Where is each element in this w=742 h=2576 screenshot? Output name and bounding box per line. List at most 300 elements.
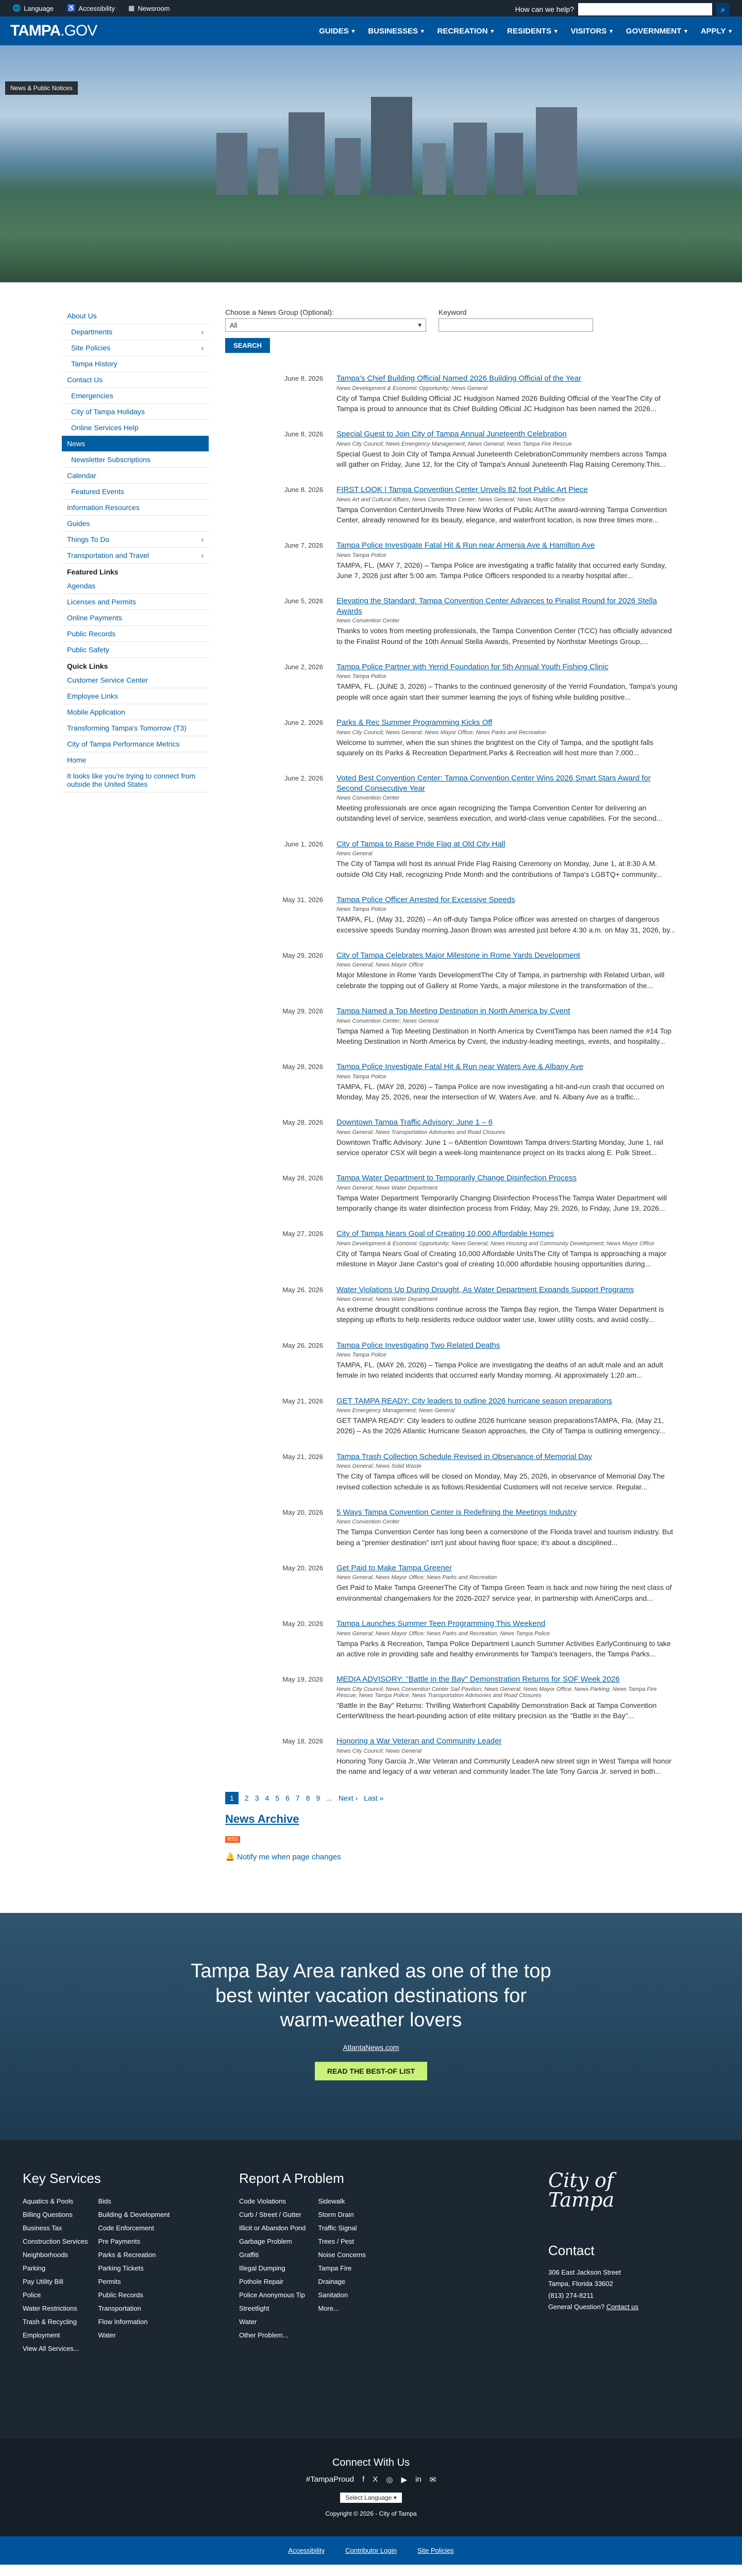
news-item: [225, 540, 679, 581]
news-title-link[interactable]: Elevating the Standard: Tampa Convention Center Advances to Pinalist Round for 2026 Stella Awards: [336, 597, 657, 616]
news-summary: Tampa Named a Top Meeting Destination in North America by CventTampa has been named the #14 Top Meeting Destination in North America by Cvent, the industry-leading meetings, events, and hospitality...: [336, 1026, 672, 1045]
news-body: [336, 485, 679, 525]
page-link[interactable]: 5: [275, 1794, 279, 1803]
report-problem-link[interactable]: Water: [239, 2318, 257, 2326]
news-item: [225, 773, 679, 824]
news-categories: News General: [336, 851, 373, 857]
chevron-right-icon: ›: [201, 328, 204, 336]
news-categories: News General; News Water Department: [336, 1184, 438, 1191]
news-title-link[interactable]: City of Tampa Celebrates Major Milestone in Rome Yards Development: [336, 951, 580, 960]
pagination: [225, 1792, 679, 1804]
news-categories: News General; News Mayor Office: [336, 962, 424, 969]
news-title-link[interactable]: Tampa Police Investigating Two Related Deaths: [336, 1341, 500, 1350]
news-categories: News General; News Transportation Advisories and Road Closures: [336, 1129, 505, 1136]
linkedin-icon[interactable]: in: [415, 2475, 421, 2484]
news-body: [336, 1229, 679, 1269]
next-page-link[interactable]: Next ›: [338, 1794, 358, 1803]
news-item: [225, 1674, 679, 1721]
news-date: May 21, 2026: [282, 1452, 323, 1461]
keyword-input[interactable]: [439, 318, 593, 332]
address-line: Tampa, Florida 33602: [548, 2280, 613, 2288]
news-summary: The City of Tampa will host its annual Pride Flag Raising Ceremony on Monday, June 1, at 8:30 A.M. outside Old City Hall, recognizing Pride Month and the contributions of Tampa's LGBTQ+ community...: [336, 859, 663, 878]
newsroom-link[interactable]: ▦ Newsroom: [128, 4, 170, 12]
news-body: [336, 951, 679, 991]
connect-title: Connect With Us: [332, 2457, 410, 2469]
promo-source-link[interactable]: AtlantaNews.com: [343, 2043, 399, 2052]
news-item: [225, 1229, 679, 1269]
news-title-link[interactable]: Water Violations Up During Drought, As Water Department Expands Support Programs: [336, 1285, 634, 1294]
report-problem-link[interactable]: Tampa Fire: [318, 2264, 352, 2273]
skyline-building: [423, 143, 446, 195]
news-item: [225, 1117, 679, 1158]
sidebar-item[interactable]: Featured Events: [62, 484, 209, 500]
news-item: [225, 1173, 679, 1213]
quick-links-title: Quick Links: [67, 662, 108, 670]
news-date: May 20, 2026: [282, 1620, 323, 1628]
nav-item-guides[interactable]: GUIDES: [319, 26, 349, 36]
sidebar-item[interactable]: Departments ›: [62, 324, 209, 340]
sidebar-item[interactable]: Tampa History: [62, 356, 209, 372]
news-item: [225, 374, 679, 414]
nav-item-government[interactable]: GOVERNMENT: [626, 26, 682, 36]
report-problem-link[interactable]: Other Problem...: [239, 2331, 289, 2340]
contact-title: Contact: [548, 2243, 595, 2259]
bottom-link[interactable]: Site Policies: [417, 2547, 454, 2555]
key-service-link[interactable]: Building & Development: [98, 2211, 170, 2219]
news-item: [225, 429, 679, 469]
news-date: May 28, 2026: [282, 1063, 323, 1071]
sidebar-item[interactable]: Newsletter Subscriptions: [62, 452, 209, 468]
report-problem-link[interactable]: Garbage Problem: [239, 2238, 292, 2246]
report-problem-link[interactable]: Sidewalk: [318, 2197, 345, 2206]
chevron-down-icon: ▾: [418, 321, 421, 329]
news-date: May 20, 2026: [282, 1508, 323, 1516]
news-body: [336, 429, 679, 469]
news-title-link[interactable]: Downtown Tampa Traffic Advisory: June 1 – 6: [336, 1118, 493, 1127]
email-icon[interactable]: ✉: [429, 2476, 436, 2485]
news-title-link[interactable]: GET TAMPA READY: City leaders to outline 2026 hurricane season preparations: [336, 1396, 613, 1405]
news-main: [225, 308, 679, 1913]
report-problem-link[interactable]: Graffiti: [239, 2251, 259, 2259]
chevron-right-icon: ›: [201, 551, 204, 560]
news-summary: Welcome to summer, when the sun shines the brightest on the City of Tampa, and the spotlight falls squarely on its Parks & Recreation Department.Parks & Recreation will host more than 7,000...: [336, 738, 654, 757]
youtube-icon[interactable]: ▶: [401, 2476, 407, 2485]
logo-rest: .GOV: [60, 22, 97, 39]
key-service-link[interactable]: Public Records: [98, 2291, 143, 2299]
featured-link[interactable]: Licenses and Permits: [62, 594, 209, 610]
news-title-link[interactable]: Tampa Named a Top Meeting Destination in North America by Cvent: [336, 1007, 570, 1016]
news-date: June 7, 2026: [284, 541, 323, 550]
report-problem-link[interactable]: Illegal Dumping: [239, 2264, 285, 2273]
news-categories: News Convention Center: [336, 1519, 400, 1526]
hero-tag: News & Public Notices: [5, 81, 78, 95]
news-summary: The Tampa Convention Center has long been a cornerstone of the Florida travel and tourism industry. But being a "premier destination" isn't just about having floor space; it's about a disciplined...: [336, 1528, 673, 1547]
page-link[interactable]: 3: [255, 1794, 259, 1803]
report-problem-link[interactable]: Code Violations: [239, 2197, 286, 2206]
sidebar-item[interactable]: Guides: [62, 516, 209, 532]
report-problem-link[interactable]: Noise Concerns: [318, 2251, 366, 2259]
quick-link[interactable]: Home: [62, 752, 209, 768]
skyline-building: [536, 107, 577, 195]
news-categories: News General; News Water Department: [336, 1296, 438, 1302]
search-input[interactable]: [578, 3, 712, 15]
copyright: Copyright © 2026 - City of Tampa: [325, 2510, 417, 2518]
key-service-link[interactable]: Water: [98, 2331, 116, 2340]
news-categories: News City Council; News General: [336, 1748, 422, 1754]
key-service-link[interactable]: Flow Information: [98, 2318, 148, 2326]
sidebar-item[interactable]: Transportation and Travel ›: [62, 548, 209, 564]
sidebar-item[interactable]: Online Services Help: [62, 420, 209, 436]
translate-select[interactable]: Select Language ▾: [340, 2493, 401, 2503]
news-title-link[interactable]: Tampa Water Department to Temporarily Change Disinfection Process: [336, 1174, 577, 1183]
contact-us-link[interactable]: Contact us: [606, 2302, 638, 2311]
contact-block: [548, 2243, 682, 2312]
news-summary: TAMPA, FL. (MAY 26, 2026) – Tampa Police are investigating the deaths of an adult male and an adult female in two related incidents that occurred early Monday morning. At approximately 1:20 am...: [336, 1361, 663, 1380]
news-title-link[interactable]: Special Guest to Join City of Tampa Annual Juneteenth Celebration: [336, 430, 567, 439]
bottom-link[interactable]: Accessibility: [288, 2547, 325, 2555]
news-categories: News Tampa Police: [336, 1073, 386, 1080]
report-problem-link[interactable]: Police Anonymous Tip: [239, 2291, 305, 2299]
news-date: June 1, 2026: [284, 840, 323, 848]
sidebar-item[interactable]: Site Policies ›: [62, 340, 209, 356]
news-summary: The City of Tampa offices will be closed on Monday, May 25, 2026, in observance of Memorial Day.The revised collection schedule is as follows:Residential Customers will not receive service. Regular...: [336, 1472, 665, 1491]
key-service-link[interactable]: Permits: [98, 2278, 121, 2286]
city-seal-logo: City of Tampa: [548, 2169, 615, 2212]
news-categories: News General; News Solid Waste: [336, 1463, 421, 1470]
key-service-link[interactable]: Parks & Recreation: [98, 2251, 156, 2259]
news-list: [225, 374, 679, 1776]
news-title-link[interactable]: City of Tampa to Raise Pride Flag at Old City Hall: [336, 839, 505, 849]
rss-icon[interactable]: RSS: [225, 1836, 240, 1843]
featured-link[interactable]: Online Payments: [62, 610, 209, 626]
main-header: [0, 16, 742, 45]
news-item: [225, 1396, 679, 1436]
news-body: [336, 839, 679, 879]
page-link[interactable]: 2: [244, 1794, 249, 1803]
news-body: [336, 1341, 679, 1381]
news-item: [225, 1341, 679, 1381]
news-summary: Meeting professionals are once again recognizing the Tampa Convention Center for delivering an outstanding level of service, seamless execution, and world-class venue capabilities. For the second...: [336, 804, 663, 823]
news-date: May 18, 2026: [282, 1737, 323, 1745]
nav-item-apply[interactable]: APPLY: [700, 26, 726, 36]
newsroom-icon: ▦: [128, 4, 135, 12]
skyline-building: [495, 133, 523, 195]
news-title-link[interactable]: Tampa Police Investigate Fatal Hit & Run near Waters Ave & Albany Ave: [336, 1062, 584, 1072]
news-date: June 8, 2026: [284, 375, 323, 382]
news-body: [336, 374, 679, 414]
news-filter: [225, 308, 679, 332]
key-service-link[interactable]: Parking Tickets: [98, 2264, 144, 2273]
news-categories: News Tampa Police: [336, 552, 386, 558]
news-title-link[interactable]: MEDIA ADVISORY: "Battle in the Bay" Demonstration Returns for SOF Week 2026: [336, 1675, 620, 1684]
quick-link[interactable]: Mobile Application: [62, 704, 209, 720]
featured-link[interactable]: Public Records: [62, 626, 209, 642]
globe-icon: 🌐: [12, 4, 21, 12]
sidebar-item[interactable]: News: [62, 436, 209, 452]
news-date: May 20, 2026: [282, 1564, 323, 1572]
promo-button[interactable]: READ THE BEST-OF LIST: [315, 2062, 427, 2080]
page-link[interactable]: 7: [295, 1794, 300, 1803]
key-service-link[interactable]: Neighborhoods: [23, 2251, 69, 2259]
news-date: May 28, 2026: [282, 1174, 323, 1182]
key-service-link[interactable]: Bids: [98, 2197, 111, 2206]
hashtag: #TampaProud: [306, 2475, 355, 2484]
news-body: [336, 596, 679, 647]
quick-link[interactable]: City of Tampa Performance Metrics: [62, 736, 209, 752]
general-question-label: General Question?: [548, 2302, 605, 2311]
news-title-link[interactable]: Tampa's Chief Building Official Named 2026 Building Official of the Year: [336, 374, 582, 383]
news-body: [336, 1736, 679, 1776]
news-group-select[interactable]: All ▾: [225, 318, 426, 332]
search-icon[interactable]: ⌕: [716, 3, 730, 15]
report-problem-link[interactable]: Curb / Street / Gutter: [239, 2211, 301, 2219]
news-categories: News City Council; News Convention Center Sail Pavilion; News General; News Mayor Office; News Parking; News Tampa Fire Rescue; News Tampa Police; News Transportation Advisories and Road Closures: [336, 1686, 657, 1699]
accessibility-link[interactable]: ♿ Accessibility: [67, 4, 115, 12]
report-problem-link[interactable]: Storm Drain: [318, 2211, 354, 2219]
promo-banner: [0, 1913, 742, 2140]
chevron-down-icon: ▾: [351, 28, 355, 35]
x-icon[interactable]: X: [373, 2475, 378, 2484]
news-title-link[interactable]: Tampa Trash Collection Schedule Revised in Observance of Memorial Day: [336, 1452, 593, 1461]
news-date: June 8, 2026: [284, 486, 323, 494]
news-date: May 19, 2026: [282, 1675, 323, 1684]
skyline-building: [216, 133, 247, 195]
news-body: [336, 540, 679, 581]
news-categories: News Tampa Police: [336, 1352, 386, 1359]
featured-link[interactable]: Public Safety: [62, 642, 209, 658]
news-date: May 26, 2026: [282, 1285, 323, 1294]
facebook-icon[interactable]: f: [362, 2475, 365, 2484]
news-item: [225, 1619, 679, 1659]
key-service-link[interactable]: Code Enforcement: [98, 2224, 154, 2232]
quick-link[interactable]: Transforming Tampa's Tomorrow (T3): [62, 720, 209, 736]
news-date: June 5, 2026: [284, 597, 323, 605]
address-line: 306 East Jackson Street: [548, 2268, 621, 2277]
nav-item-visitors[interactable]: VISITORS: [570, 26, 607, 36]
news-item: [225, 1507, 679, 1548]
report-problem-link[interactable]: Trees / Pest: [318, 2238, 354, 2246]
key-service-link[interactable]: Business Tax: [23, 2224, 62, 2232]
news-item: [225, 1006, 679, 1046]
key-service-link[interactable]: Construction Services: [23, 2238, 88, 2246]
news-item: [225, 895, 679, 935]
news-categories: News Convention Center; News General: [336, 1018, 439, 1024]
skyline-building: [371, 97, 412, 195]
news-date: June 2, 2026: [284, 663, 323, 671]
news-item: [225, 718, 679, 758]
search-button[interactable]: SEARCH: [225, 338, 270, 353]
report-problem-link[interactable]: Pothole Repair: [239, 2278, 283, 2286]
news-body: [336, 1452, 679, 1492]
news-archive-link[interactable]: News Archive: [225, 1812, 299, 1826]
skyline-building: [335, 138, 361, 195]
news-title-link[interactable]: Get Paid to Make Tampa Greener: [336, 1563, 452, 1572]
news-item: [225, 951, 679, 991]
news-body: [336, 1619, 679, 1659]
news-title-link[interactable]: Honoring a War Veteran and Community Leader: [336, 1737, 502, 1746]
news-body: [336, 1006, 679, 1046]
news-title-link[interactable]: Parks & Rec Summer Programming Kicks Off: [336, 718, 493, 727]
sidebar-item[interactable]: City of Tampa Holidays: [62, 404, 209, 420]
news-categories: News Tampa Police: [336, 906, 386, 913]
nav-item-businesses[interactable]: BUSINESSES: [368, 26, 418, 36]
news-title-link[interactable]: Tampa Launches Summer Teen Programming This Weekend: [336, 1619, 546, 1629]
news-summary: TAMPA, FL. (JUNE 3, 2026) – Thanks to the continued generosity of the Yerrid Foundation, Tampa's young people will once again start their summer learning the joys of fishing while building positive...: [336, 682, 678, 701]
news-date: June 8, 2026: [284, 430, 323, 438]
news-date: May 28, 2026: [282, 1118, 323, 1127]
news-title-link[interactable]: Tampa Police Investigate Fatal Hit & Run near Armenia Ave & Hamilton Ave: [336, 541, 595, 550]
news-item: [225, 1062, 679, 1102]
page-link[interactable]: 8: [306, 1794, 310, 1803]
page-link[interactable]: 1: [225, 1792, 239, 1804]
sidebar-item[interactable]: Emergencies: [62, 388, 209, 404]
sidebar-item[interactable]: Contact Us: [62, 372, 209, 388]
report-problem-link[interactable]: Traffic Signal: [318, 2224, 357, 2232]
news-title-link[interactable]: City of Tampa Nears Goal of Creating 10,000 Affordable Homes: [336, 1229, 554, 1239]
site-logo[interactable]: [10, 22, 97, 40]
keyword-label: Keyword: [439, 308, 467, 316]
sidebar-item[interactable]: About Us: [62, 308, 209, 324]
news-item: [225, 1285, 679, 1325]
news-item: [225, 485, 679, 525]
news-item: [225, 1736, 679, 1776]
hero-image: [0, 45, 742, 282]
news-body: [336, 662, 679, 702]
page-link[interactable]: 4: [265, 1794, 269, 1803]
news-categories: News City Council; News General; News Mayor Office; News Parks and Recreation: [336, 729, 546, 736]
news-body: [336, 718, 679, 758]
key-service-link[interactable]: Employment: [23, 2331, 60, 2340]
news-summary: Major Milestone in Rome Yards DevelopmentThe City of Tampa, in partnership with Related Urban, will celebrate the topping out of Gallery at Rome Yards, a major milestone in the transformation of the...: [336, 971, 665, 990]
news-date: May 27, 2026: [282, 1230, 323, 1238]
key-service-link[interactable]: Water Restrictions: [23, 2304, 77, 2313]
key-service-link[interactable]: Parking: [23, 2264, 46, 2273]
sidebar-item[interactable]: Things To Do ›: [62, 532, 209, 548]
news-summary: TAMPA, FL. (MAY 7, 2026) – Tampa Police are investigating a traffic fatality that occurred early Sunday, June 7, 2026 just after 5:00 am. Tampa Police Officers responded to a nearby hospital after...: [336, 561, 667, 580]
skyline-building: [453, 123, 487, 195]
key-service-link[interactable]: Transportation: [98, 2304, 141, 2313]
news-title-link[interactable]: Voted Best Convention Center: Tampa Convention Center Wins 2026 Smart Stars Award for Second Consecutive Year: [336, 774, 651, 793]
chevron-down-icon: ▾: [491, 28, 494, 35]
news-categories: News General; News Mayor Office; News Parks and Recreation: [336, 1574, 497, 1581]
chevron-right-icon: ›: [201, 344, 204, 352]
quick-link[interactable]: Customer Service Center: [62, 672, 209, 688]
news-body: [336, 1062, 679, 1102]
chevron-down-icon: ▾: [684, 28, 687, 35]
notify-link[interactable]: 🔔 Notify me when page changes: [225, 1853, 341, 1862]
chevron-down-icon: ▾: [420, 28, 424, 35]
bottom-link[interactable]: Contributor Login: [345, 2547, 397, 2555]
key-service-link[interactable]: Aquatics & Pools: [23, 2197, 74, 2206]
news-title-link[interactable]: FIRST LOOK | Tampa Convention Center Unveils 82 foot Public Art Piece: [336, 485, 588, 495]
news-summary: Tampa Convention CenterUnveils Three New Works of Public ArtThe award-winning Tampa Convention Center, already renowned for its beauty, elegance, and waterfront location, is now three times more...: [336, 505, 667, 524]
news-body: [336, 1674, 679, 1721]
news-date: May 26, 2026: [282, 1341, 323, 1349]
news-summary: Tampa Parks & Recreation, Tampa Police Department Launch Summer Activities EarlyContinuing to take an active role in providing safe and healthy environments for Tampa's teenagers, the Tampa Parks...: [336, 1639, 671, 1658]
news-summary: Get Paid to Make Tampa GreenerThe City of Tampa Green Team is back and now hiring the next class of environmental changemakers for the 2026-2027 service year, in partnership with AmeriCorps and...: [336, 1583, 672, 1602]
news-categories: News General; News Mayor Office; News Parks and Recreation; News Tampa Police: [336, 1630, 550, 1637]
key-service-link[interactable]: Trash & Recycling: [23, 2318, 77, 2326]
news-summary: "Battle in the Bay" Returns: Thrilling Waterfront Capability Demonstration Back at Tampa Convention CenterWitness the heart-pounding action of elite military precision as the "Battle in the Bay"...: [336, 1701, 657, 1720]
news-categories: News Tampa Police: [336, 673, 386, 680]
news-summary: Special Guest to Join City of Tampa Annual Juneteenth CelebrationCommunity members across Tampa will gather on Friday, June 12, for the City of Tampa's Annual Juneteenth Flag Raising Ceremony.This...: [336, 449, 667, 468]
news-body: [336, 1173, 679, 1213]
news-body: [336, 1285, 679, 1325]
page-link[interactable]: 6: [285, 1794, 290, 1803]
key-service-link[interactable]: View All Services...: [23, 2345, 79, 2353]
social-section: [0, 2438, 742, 2536]
site-search: [515, 3, 730, 15]
main-nav: [319, 27, 732, 36]
news-date: May 31, 2026: [282, 895, 323, 904]
featured-link[interactable]: Agendas: [62, 578, 209, 594]
news-body: [336, 895, 679, 935]
news-categories: News Convention Center: [336, 618, 400, 624]
key-service-link[interactable]: Police: [23, 2291, 41, 2299]
news-categories: News Development & Economic Opportunity; News General; News Housing and Community Development; News Mayor Office: [336, 1240, 654, 1247]
key-service-link[interactable]: Pay Utility Bill: [23, 2278, 63, 2286]
news-summary: City of Tampa Chief Building Official JC Hudgison Named 2026 Building Official of the YearThe City of Tampa is proud to announce that its Chief Building Official JC Hudgison has been named the 2026...: [336, 394, 661, 413]
chevron-right-icon: ›: [201, 535, 204, 544]
report-problem-link[interactable]: Streetlight: [239, 2304, 269, 2313]
news-body: [336, 773, 679, 824]
news-date: May 29, 2026: [282, 1007, 323, 1015]
sidebar-item[interactable]: Calendar: [62, 468, 209, 484]
news-item: [225, 839, 679, 879]
quick-link[interactable]: It looks like you're trying to connect from outside the United States: [62, 768, 209, 792]
featured-links-title: Featured Links: [67, 568, 119, 576]
phone-number[interactable]: (813) 274-8211: [548, 2291, 594, 2299]
report-problem-link[interactable]: Illicit or Abandon Pond: [239, 2224, 306, 2232]
news-title-link[interactable]: Tampa Police Partner with Yerrid Foundation for 5th Annual Youth Fishing Clinic: [336, 662, 609, 671]
page-link[interactable]: 9: [316, 1794, 321, 1803]
key-service-link[interactable]: Pre Payments: [98, 2238, 141, 2246]
key-service-link[interactable]: Billing Questions: [23, 2211, 73, 2219]
footer: [0, 2140, 742, 2438]
news-categories: News City Council; News Emergency Management; News General; News Tampa Fire Rescue: [336, 440, 572, 447]
news-categories: News Art and Cultural Affairs; News Convention Center; News General; News Mayor Office: [336, 496, 565, 503]
chevron-down-icon: ▾: [554, 28, 558, 35]
news-title-link[interactable]: Tampa Police Officer Arrested for Excessive Speeds: [336, 895, 515, 904]
nav-item-recreation[interactable]: RECREATION: [437, 26, 488, 36]
report-problem-link[interactable]: More...: [318, 2304, 339, 2313]
report-problem-link[interactable]: Sanitation: [318, 2291, 348, 2299]
language-selector[interactable]: 🌐 Language: [12, 4, 54, 12]
news-body: [336, 1117, 679, 1158]
chevron-down-icon: ▾: [729, 28, 732, 35]
report-problem-link[interactable]: Drainage: [318, 2278, 346, 2286]
news-summary: City of Tampa Nears Goal of Creating 10,000 Affordable UnitsThe City of Tampa is approaching a major milestone in Mayor Jane Castor's goal of creating 10,000 affordable housing opportunities during...: [336, 1249, 667, 1268]
nav-item-residents[interactable]: RESIDENTS: [507, 26, 551, 36]
quick-link[interactable]: Employee Links: [62, 688, 209, 704]
instagram-icon[interactable]: ◎: [386, 2476, 393, 2485]
page-link[interactable]: ...: [326, 1794, 332, 1803]
news-categories: News Convention Center: [336, 795, 400, 802]
news-summary: TAMPA, FL. (May 31, 2026) – An off-duty Tampa Police officer was arrested on charges of dangerous excessive speeds Sunday morning.Jason Brown was arrested just before 4:30 a.m. on May 31, 2026, by...: [336, 915, 676, 934]
news-title-link[interactable]: 5 Ways Tampa Convention Center is Redefining the Meetings Industry: [336, 1507, 577, 1517]
news-summary: TAMPA, FL. (MAY 28, 2026) – Tampa Police are now investigating a hit-and-run crash that occurred on Monday, May 25, 2026, near the intersection of W. Waters Ave. and N. Albany Ave as a traffic...: [336, 1082, 665, 1101]
news-item: [225, 1452, 679, 1492]
sidebar-item[interactable]: Information Resources: [62, 500, 209, 516]
news-date: May 29, 2026: [282, 951, 323, 959]
news-item: [225, 596, 679, 647]
news-date: June 2, 2026: [284, 719, 323, 727]
news-summary: Honoring Tony Garcia Jr.,War Veteran and Community LeaderA new street sign in West Tampa will honor the name and legacy of a war veteran and community leader.The late Tony Garcia Jr. served in both...: [336, 1756, 672, 1776]
news-summary: Thanks to votes from meeting professionals, the Tampa Convention Center (TCC) has officially advanced to the Finalist Round of the 10th Annual Stella Awards, Presented by Northstar Meetings Group,...: [336, 626, 672, 646]
accessibility-icon: ♿: [67, 4, 76, 12]
news-body: [336, 1507, 679, 1548]
last-page-link[interactable]: Last »: [364, 1794, 384, 1803]
